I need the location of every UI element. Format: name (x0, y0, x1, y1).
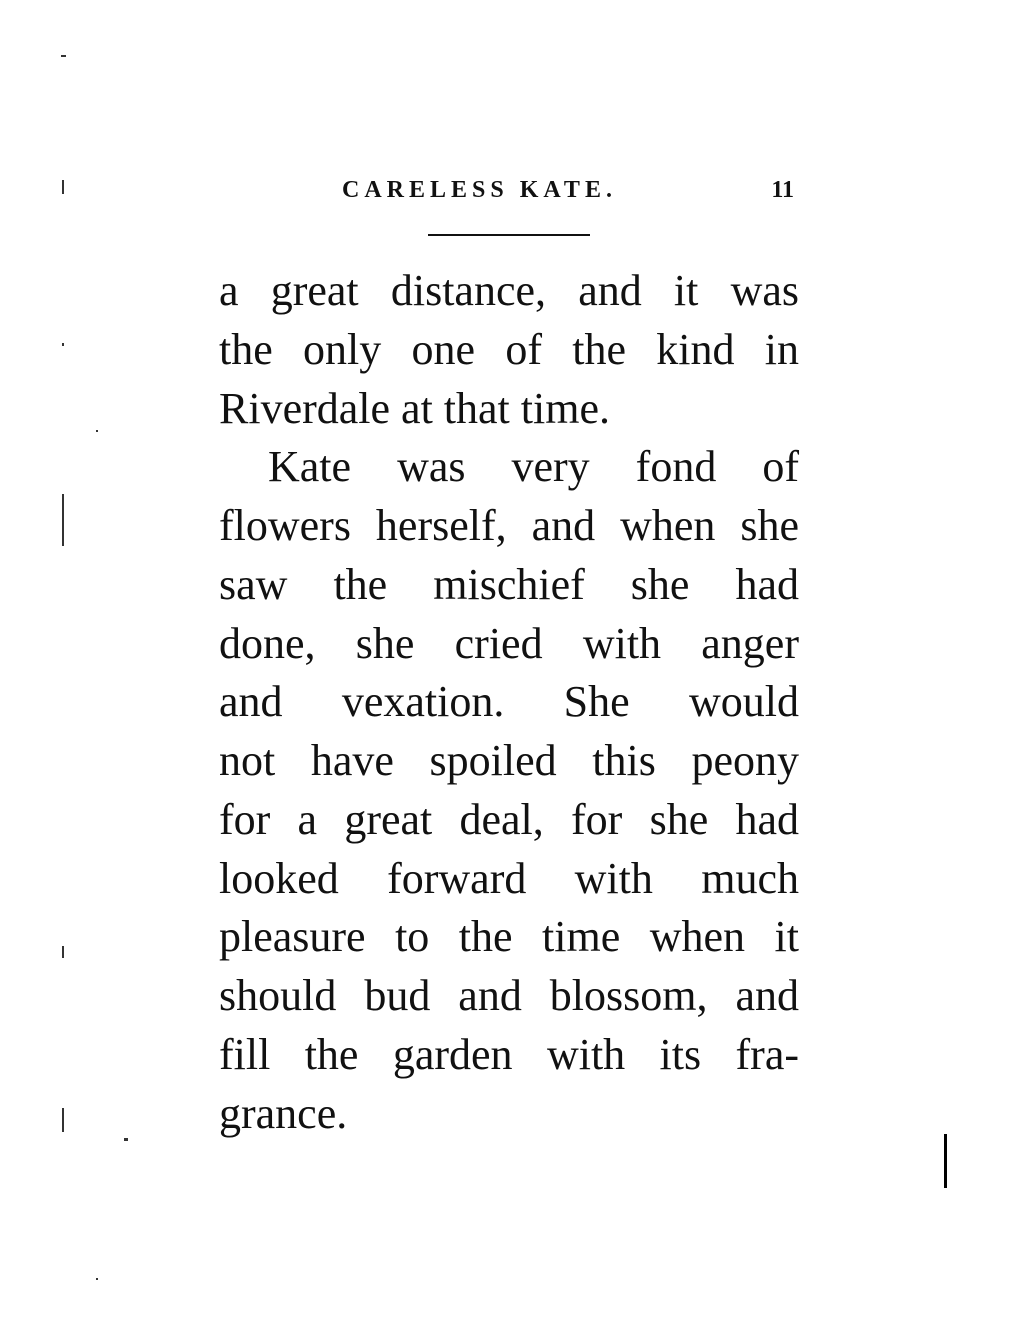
text-line: Kate was very fond of (268, 442, 799, 492)
scan-mark (96, 430, 98, 432)
text-line: not have spoiled this peony (219, 736, 799, 785)
page-number: 11 (771, 177, 794, 203)
text-line: looked forward with much (219, 853, 799, 903)
scan-mark (62, 180, 64, 194)
text-line: fill the garden with its fra- (219, 1029, 799, 1079)
text-line: saw the mischief she had (219, 559, 799, 609)
body-text (219, 262, 799, 1143)
scan-mark (96, 1278, 98, 1280)
text-line: flowers herself, and when she (219, 501, 799, 550)
scan-mark (944, 1134, 947, 1188)
text-line: pleasure to the time when it (219, 912, 799, 962)
text-line: Riverdale at that time. (219, 383, 610, 433)
text-line: should bud and blossom, and (219, 971, 799, 1020)
text-line: done, she cried with anger (219, 618, 799, 668)
scan-mark (62, 1108, 64, 1132)
scan-mark (62, 494, 64, 546)
text-line: grance. (219, 1088, 348, 1138)
header-rule (428, 234, 590, 236)
running-title: CARELESS KATE. (342, 177, 617, 203)
text-line: a great distance, and it was (219, 266, 799, 315)
scan-mark (62, 946, 64, 958)
text-line: for a great deal, for she had (219, 794, 799, 844)
running-head (342, 172, 794, 208)
scan-mark (124, 1138, 128, 1141)
scan-mark (61, 55, 66, 57)
text-line: the only one of the kind in (219, 324, 799, 374)
scan-mark (62, 343, 64, 346)
text-line: and vexation. She would (219, 677, 799, 727)
